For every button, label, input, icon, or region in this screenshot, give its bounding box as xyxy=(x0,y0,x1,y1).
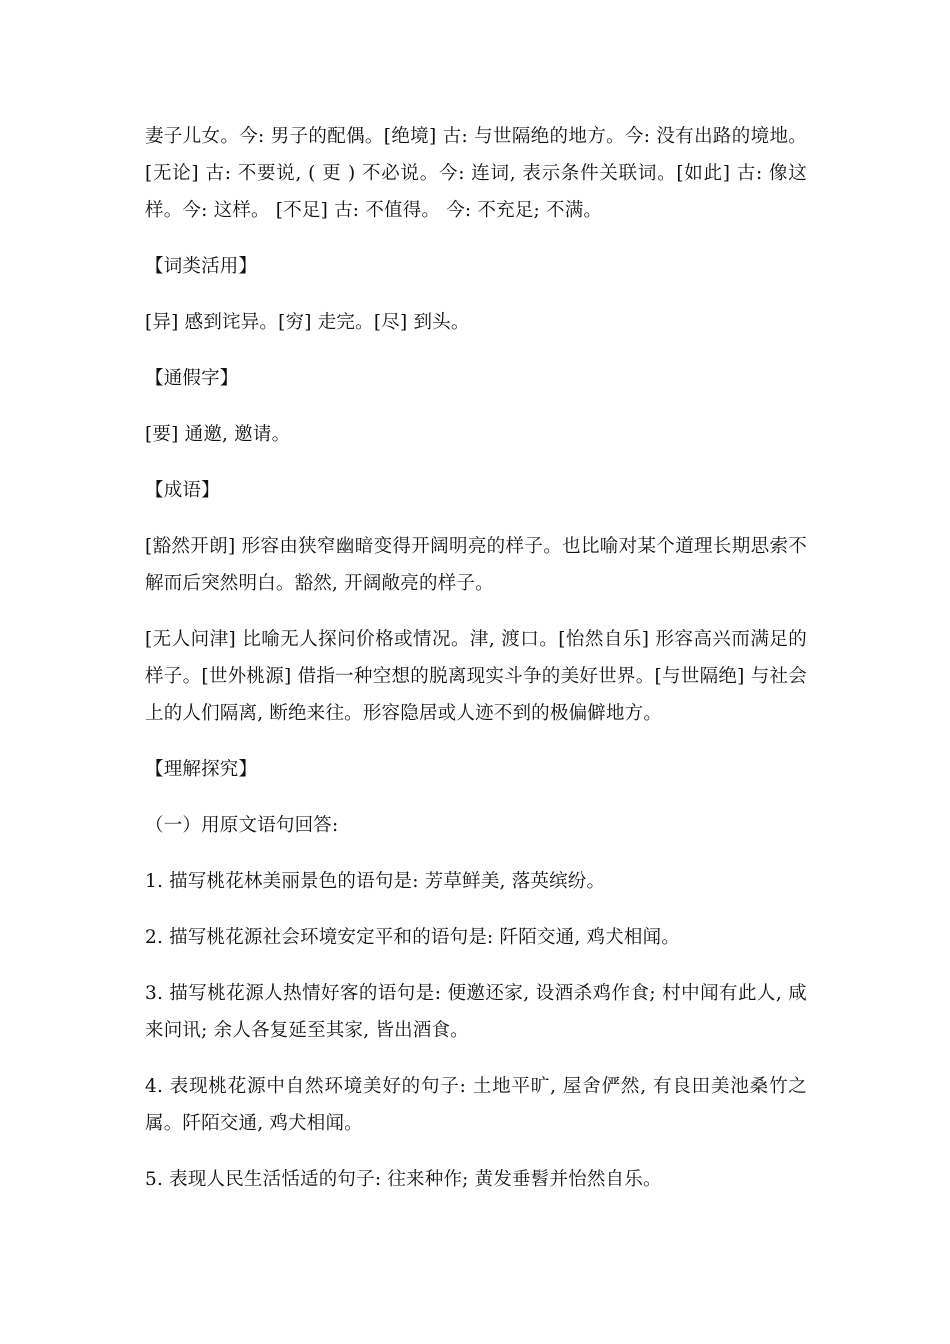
heading-word-class-usage: 【词类活用】 xyxy=(145,256,258,277)
heading-idioms: 【成语】 xyxy=(145,480,220,501)
list-item-5: 5. 表现人民生活恬适的句子: 往来种作; 黄发垂髫并怡然自乐。 xyxy=(145,1169,662,1190)
paragraph-word-class-usage: [异] 感到诧异。[穷] 走完。[尽] 到头。 xyxy=(145,312,470,333)
paragraph-section-one-title: （一）用原文语句回答: xyxy=(145,815,339,836)
list-item-4: 4. 表现桃花源中自然环境美好的句子: 土地平旷, 屋舍俨然, 有良田美池桑竹之属。阡陌交通, 鸡犬相闻。 xyxy=(145,1076,807,1134)
list-item-2: 2. 描写桃花源社会环境安定平和的语句是: 阡陌交通, 鸡犬相闻。 xyxy=(145,927,681,948)
heading-understanding-exploration: 【理解探究】 xyxy=(145,759,258,780)
paragraph-idioms-list: [无人问津] 比喻无人探问价格或情况。津, 渡口。[怡然自乐] 形容高兴而满足的样子。[世外桃源] 借指一种空想的脱离现实斗争的美好世界。[与世隔绝] 与社会上的人们隔离, 断绝来往。形容隐居或人迹不到的极偏僻地方。 xyxy=(145,629,807,724)
heading-interchangeable-characters: 【通假字】 xyxy=(145,368,239,389)
list-item-3: 3. 描写桃花源人热情好客的语句是: 便邀还家, 设酒杀鸡作食; 村中闻有此人, 咸来问讯; 余人各复延至其家, 皆出酒食。 xyxy=(145,983,807,1041)
paragraph-idiom-huoran-kailang: [豁然开朗] 形容由狭窄幽暗变得开阔明亮的样子。也比喻对某个道理长期思索不解而后突然明白。豁然, 开阔敞亮的样子。 xyxy=(145,536,807,594)
paragraph-interchangeable-characters: [要] 通邀, 邀请。 xyxy=(145,424,291,445)
list-item-1: 1. 描写桃花林美丽景色的语句是: 芳草鲜美, 落英缤纷。 xyxy=(145,871,606,892)
paragraph-ancient-modern-meanings: 妻子儿女。今: 男子的配偶。[绝境] 古: 与世隔绝的地方。今: 没有出路的境地。[无论] 古: 不要说, ( 更 ) 不必说。今: 连词, 表示条件关联词。[如此] 古: 像这样。今: 这样。 [不足] 古: 不值得。 今: 不充足; 不满。 xyxy=(145,126,807,221)
document-body xyxy=(145,118,807,1217)
